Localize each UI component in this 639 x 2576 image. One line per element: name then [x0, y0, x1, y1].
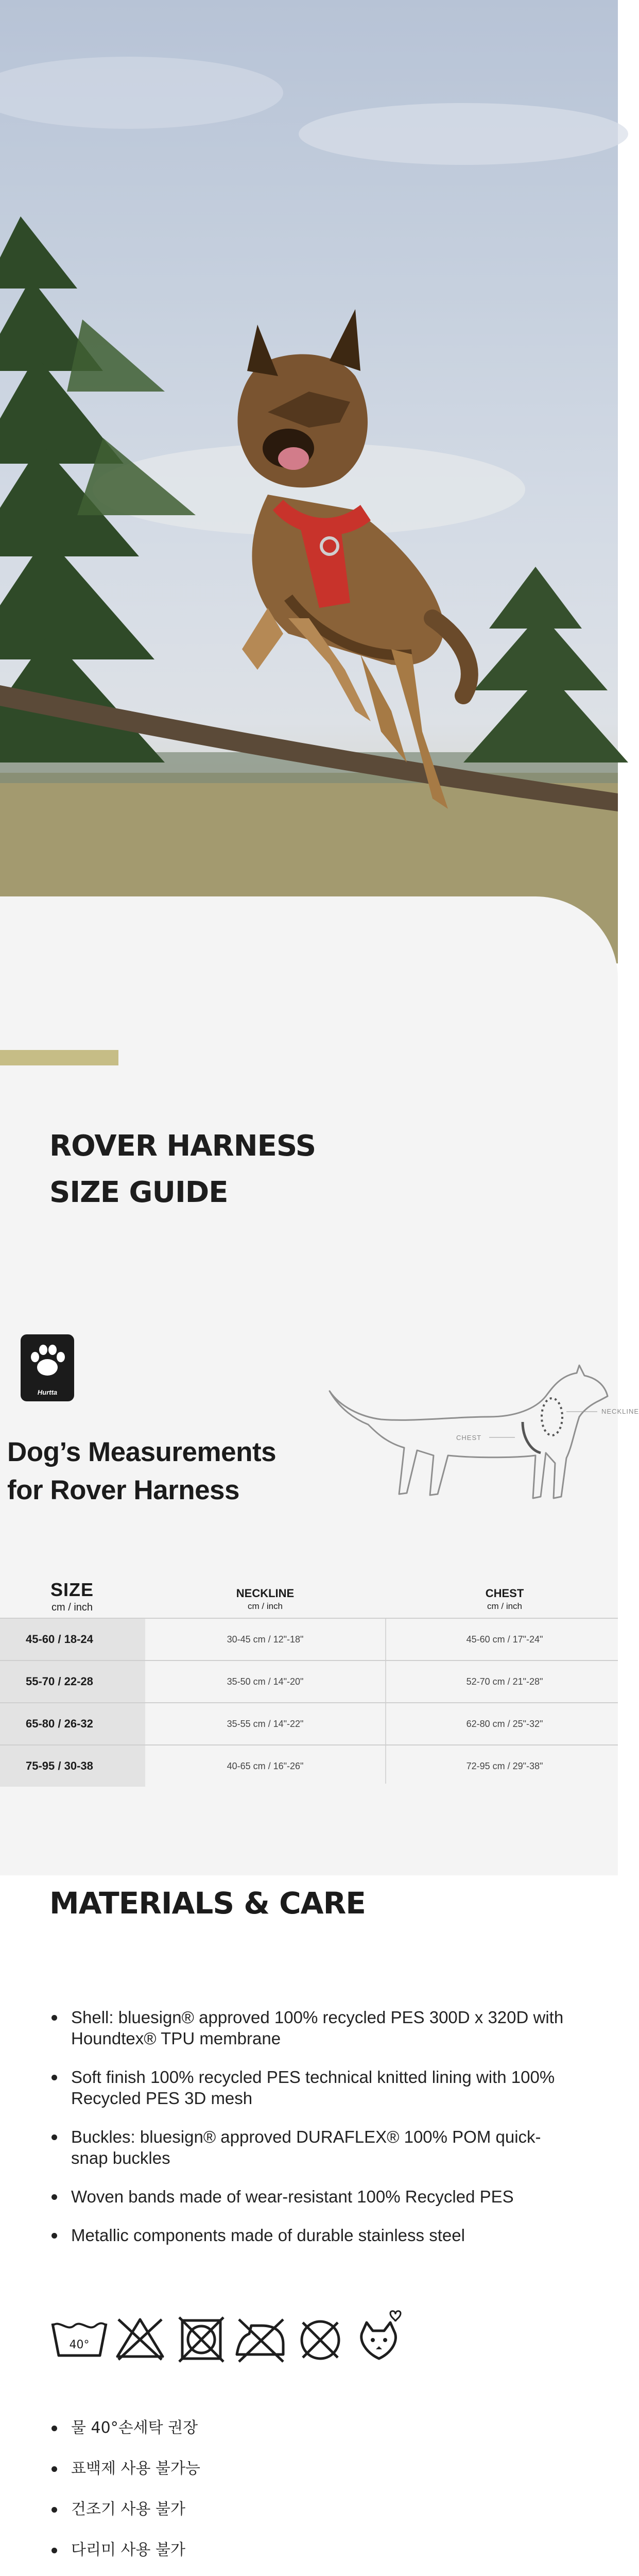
table-row	[0, 1661, 618, 1702]
list-item: Metallic components made of durable stainless steel	[49, 2225, 569, 2246]
neckline-cell: 35-55 cm / 14"-22"	[227, 1719, 304, 1729]
chest-cell: 52-70 cm / 21"-28"	[466, 1676, 543, 1687]
list-item: 건조기 사용 불가	[49, 2499, 569, 2520]
no-iron-icon	[237, 2319, 283, 2362]
list-item: Buckles: bluesign® approved DURAFLEX® 100% POM quick-snap buckles	[49, 2126, 569, 2168]
care-symbols-row	[49, 2308, 410, 2370]
title-line-2: SIZE GUIDE	[49, 1176, 228, 1209]
list-item: 표백제 사용 불가능	[49, 2458, 569, 2479]
list-item: Soft finish 100% recycled PES technical knitted lining with 100% Recycled PES 3D mesh	[49, 2066, 569, 2109]
list-item: Woven bands made of wear-resistant 100% Recycled PES	[49, 2186, 569, 2207]
size-header-label: SIZE	[50, 1579, 94, 1600]
wash-40-icon	[53, 2323, 106, 2355]
neckline-column-header	[170, 1587, 360, 1612]
size-cell: 65-80 / 26-32	[0, 1703, 145, 1744]
materials-list	[49, 2007, 569, 2246]
neckline-header-label: NECKLINE	[236, 1587, 295, 1600]
size-cell: 55-70 / 22-28	[0, 1661, 145, 1702]
wash-temp-label: 40°	[69, 2338, 90, 2351]
list-item: Shell: bluesign® approved 100% recycled PES 300D x 320D with Houndtex® TPU membrane	[49, 2007, 569, 2049]
no-tumble-dry-icon	[179, 2317, 223, 2362]
neckline-cell: 30-45 cm / 12"-18"	[227, 1634, 304, 1645]
neckline-label: NECKLINE	[601, 1408, 639, 1415]
neckline-cell: 35-50 cm / 14"-20"	[227, 1676, 304, 1687]
neckline-cell: 40-65 cm / 16"-26"	[227, 1761, 304, 1771]
chest-cell: 45-60 cm / 17"-24"	[466, 1634, 543, 1645]
table-row	[0, 1619, 618, 1660]
hero-photo	[0, 0, 618, 963]
size-cell: 45-60 / 18-24	[0, 1619, 145, 1660]
size-header-unit: cm / inch	[51, 1602, 93, 1613]
chest-cell: 72-95 cm / 29"-38"	[466, 1761, 543, 1771]
measure-title-line-1: Dog’s Measurements	[7, 1437, 277, 1467]
dog-measurement-diagram	[319, 1360, 639, 1517]
hurtta-logo	[21, 1334, 74, 1401]
measurements-title	[7, 1433, 276, 1510]
chest-cell: 62-80 cm / 25"-32"	[466, 1719, 543, 1729]
neckline-header-unit: cm / inch	[247, 1601, 283, 1611]
chest-header-unit: cm / inch	[487, 1601, 523, 1611]
size-cell: 75-95 / 30-38	[0, 1745, 145, 1787]
title-line-1: ROVER HARNESS	[49, 1129, 316, 1163]
table-row	[0, 1745, 618, 1787]
care-symbols	[49, 2308, 410, 2372]
size-guide-title	[49, 1123, 316, 1216]
care-instructions-list	[49, 2417, 569, 2576]
no-bleach-icon	[117, 2319, 163, 2360]
chest-label: CHEST	[456, 1434, 482, 1442]
materials-title: MATERIALS & CARE	[49, 1886, 366, 1921]
size-column-header	[21, 1579, 124, 1614]
logo-text: Hurtta	[37, 1388, 58, 1396]
dog-heart-icon	[361, 2311, 401, 2359]
table-row	[0, 1703, 618, 1744]
chest-header-label: CHEST	[485, 1587, 524, 1600]
hero-dog-illustration	[0, 0, 618, 963]
no-dry-clean-icon	[302, 2321, 339, 2359]
accent-bar	[0, 1050, 118, 1065]
measure-title-line-2: for Rover Harness	[7, 1475, 240, 1505]
chest-column-header	[391, 1587, 618, 1612]
list-item: 물 40°손세탁 권장	[49, 2417, 569, 2438]
list-item: 다리미 사용 불가	[49, 2539, 569, 2561]
